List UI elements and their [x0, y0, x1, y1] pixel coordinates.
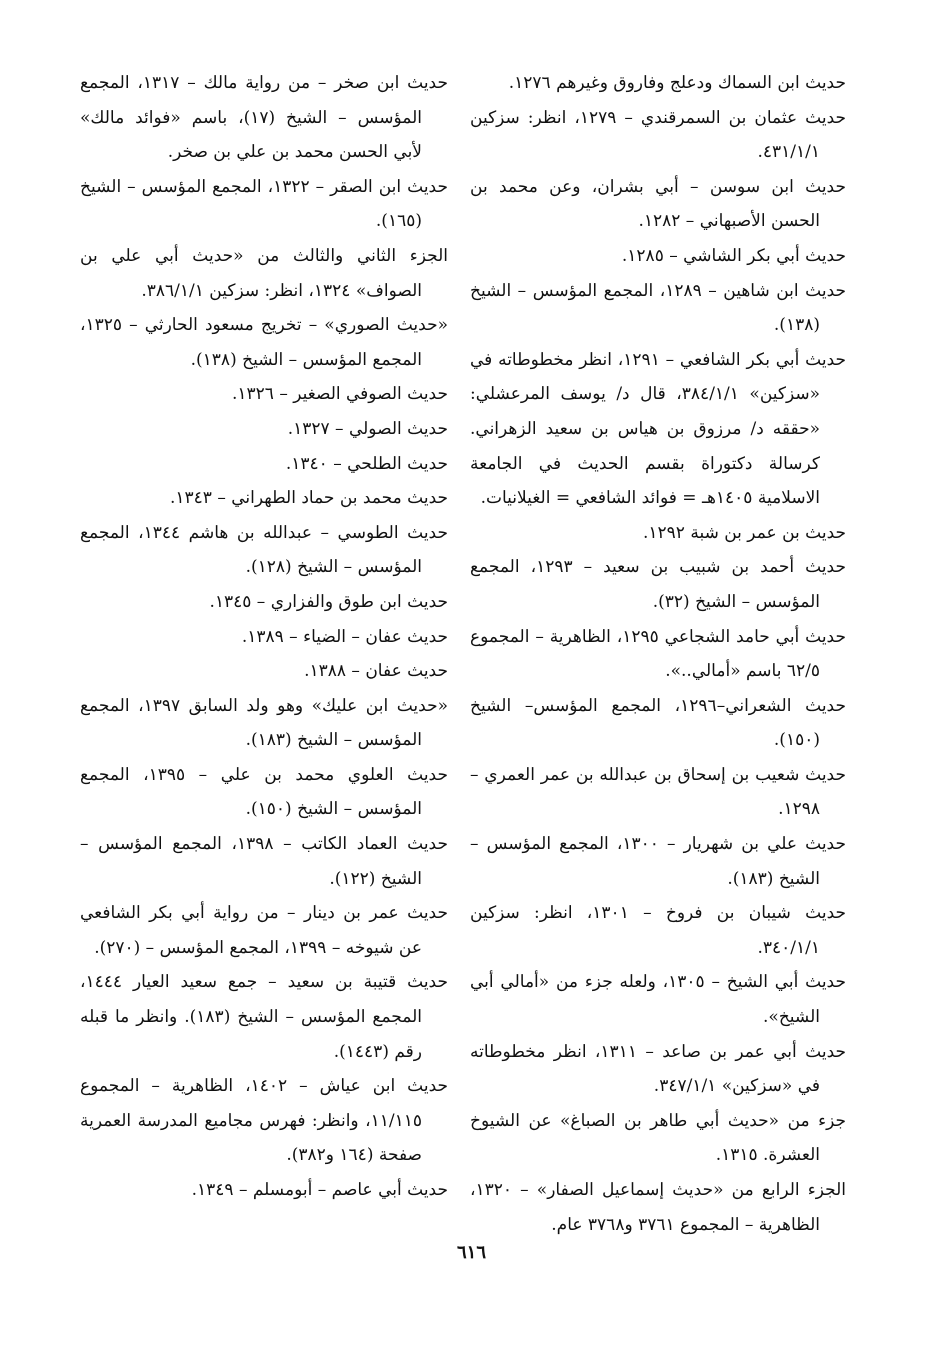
index-entry: حديث عثمان بن السمرقندي – ١٢٧٩، انظر: سزكين ٤٣١/١/١. — [470, 107, 847, 163]
index-entry: حديث الطلحي – ١٣٤٠. — [285, 453, 448, 474]
index-entry: «حديث ابن عليك» وهو ولد السابق ١٣٩٧، المجمع المؤسس – الشيخ (١٨٣). — [80, 695, 448, 751]
index-entry: حديث قتيبة بن سعيد – جمع سعيد العيار ١٤٤٤، المجمع المؤسس – الشيخ (١٨٣). وانظر ما قبله رقم (١٤٤٣). — [80, 972, 448, 1062]
index-entry: حديث أحمد بن شبيب بن سعيد – ١٢٩٣، المجمع المؤسس – الشيخ (٣٢). — [470, 557, 846, 612]
index-entry: حديث علي بن شهريار – ١٣٠٠، المجمع المؤسس – الشيخ (١٨٣). — [470, 834, 846, 889]
index-entry: حديث ابن صخر – من رواية مالك – ١٣١٧، المجمع المؤسس – الشيخ (١٧)، باسم «فوائد مالك» لأبي الحسن محمد بن علي بن صخر. — [80, 73, 448, 163]
index-entry: حديث العماد الكاتب – ١٣٩٨، المجمع المؤسس – الشيخ (١٢٢). — [80, 834, 448, 889]
index-entry: حديث عفان – ١٣٨٨. — [304, 661, 448, 682]
index-entry: حديث محمد بن حماد الطهراني – ١٣٤٣. — [170, 488, 448, 509]
index-entry: حديث أبي بكر الشاشي – ١٢٨٥. — [621, 245, 846, 266]
index-entry: حديث أبي حامد الشجاعي ١٢٩٥، الظاهرية – المجموع ٦٢/٥ باسم «أمالي..». — [470, 626, 846, 682]
index-entry: حديث الصولي – ١٣٢٧. — [287, 418, 448, 439]
index-entry: حديث العلوي محمد بن علي – ١٣٩٥، المجمع المؤسس – الشيخ (١٥٠). — [80, 764, 448, 820]
index-entry: الجزء الرابع من «حديث إسماعيل الصفار» – ١٣٢٠، الظاهرية – المجموع ٣٧٦١ و٣٧٦٨ عام. — [470, 1180, 846, 1235]
index-entry: الجزء الثاني والثالث من «حديث أبي علي بن الصواف» ١٣٢٤، انظر: سزكين ٣٨٦/١/١. — [80, 245, 448, 301]
right-column — [470, 66, 846, 1242]
index-entry: حديث أبي بكر الشافعي – ١٢٩١، انظر مخطوطاته في «سزكين» ٣٨٤/١/١، قال د/ يوسف المرعشلي: «حققه د/ مرزوق بن هياس بن سعيد الزهراني. كرسالة دكتوراة بقسم الحديث في الجامعة الاسلامية ١٤٠٥هـ = فوائد الشافعي = الغيلانيات. — [470, 349, 846, 509]
index-entry: حديث بن عمر بن شبة ١٢٩٢. — [643, 522, 846, 543]
index-entry: حديث ابن سوسن – أبي بشران، وعن محمد بن الحسن الأصبهاني – ١٢٨٢. — [470, 176, 846, 232]
index-entry: حديث الصوفي الصغير – ١٣٢٦. — [232, 384, 448, 405]
index-entry: حديث ابن عياش – ١٤٠٢، الظاهرية – المجموع ١١/١١٥، وانظر: فهرس مجاميع المدرسة العمرية صفحة (١٦٤ و٣٨٢). — [80, 1076, 449, 1166]
index-entry: حديث ابن السماك ودعلج وفاروق وغيرهم ١٢٧٦. — [508, 73, 846, 93]
index-entry: حديث أبي عاصم – أبومسلم – ١٣٤٩. — [191, 1180, 448, 1200]
index-entry: حديث شعيب بن إسحاق بن عبدالله بن عمر العمري – ١٢٩٨. — [470, 764, 846, 820]
page-number: ٦١٦ — [456, 1242, 486, 1263]
index-entry: حديث عمر بن دينار – من رواية أبي بكر الشافعي عن شيوخه – ١٣٩٩، المجمع المؤسس – (٢٧٠). — [80, 903, 448, 958]
index-entry: حديث أبي عمر بن صاعد – ١٣١١، انظر مخطوطاته في «سزكين» ٣٤٧/١/١. — [470, 1041, 847, 1097]
index-entry: حديث ابن شاهين – ١٢٨٩، المجمع المؤسس – الشيخ (١٣٨). — [470, 280, 846, 336]
index-entry: جزء من «حديث أبي طاهر بن الصباغ» عن الشيوخ العشرة. ١٣١٥. — [470, 1110, 846, 1166]
index-entry: حديث ابن طوق والفزاري – ١٣٤٥. — [209, 591, 448, 612]
index-entry: حديث شيبان بن فروخ – ١٣٠١، انظر: سزكين ٣٤٠/١/١. — [470, 903, 846, 958]
index-entry: حديث عفان – الضياء – ١٣٨٩. — [241, 626, 448, 647]
left-column — [80, 66, 448, 1208]
index-entry: حديث ابن الصقر – ١٣٢٢، المجمع المؤسس – الشيخ (١٦٥). — [80, 176, 448, 232]
index-entry: حديث الشعراني–١٢٩٦، المجمع المؤسس– الشيخ (١٥٠). — [470, 695, 846, 751]
index-entry: «حديث الصوري» – تخريج مسعود الحارثي – ١٣٢٥، المجمع المؤسس – الشيخ (١٣٨). — [80, 315, 448, 370]
index-entry: حديث الطوسي – عبدالله بن هاشم ١٣٤٤، المجمع المؤسس – الشيخ (١٢٨). — [80, 522, 448, 578]
index-entry: حديث أبي الشيخ – ١٣٠٥، ولعله جزء من «أمالي أبي الشيخ». — [470, 972, 846, 1028]
